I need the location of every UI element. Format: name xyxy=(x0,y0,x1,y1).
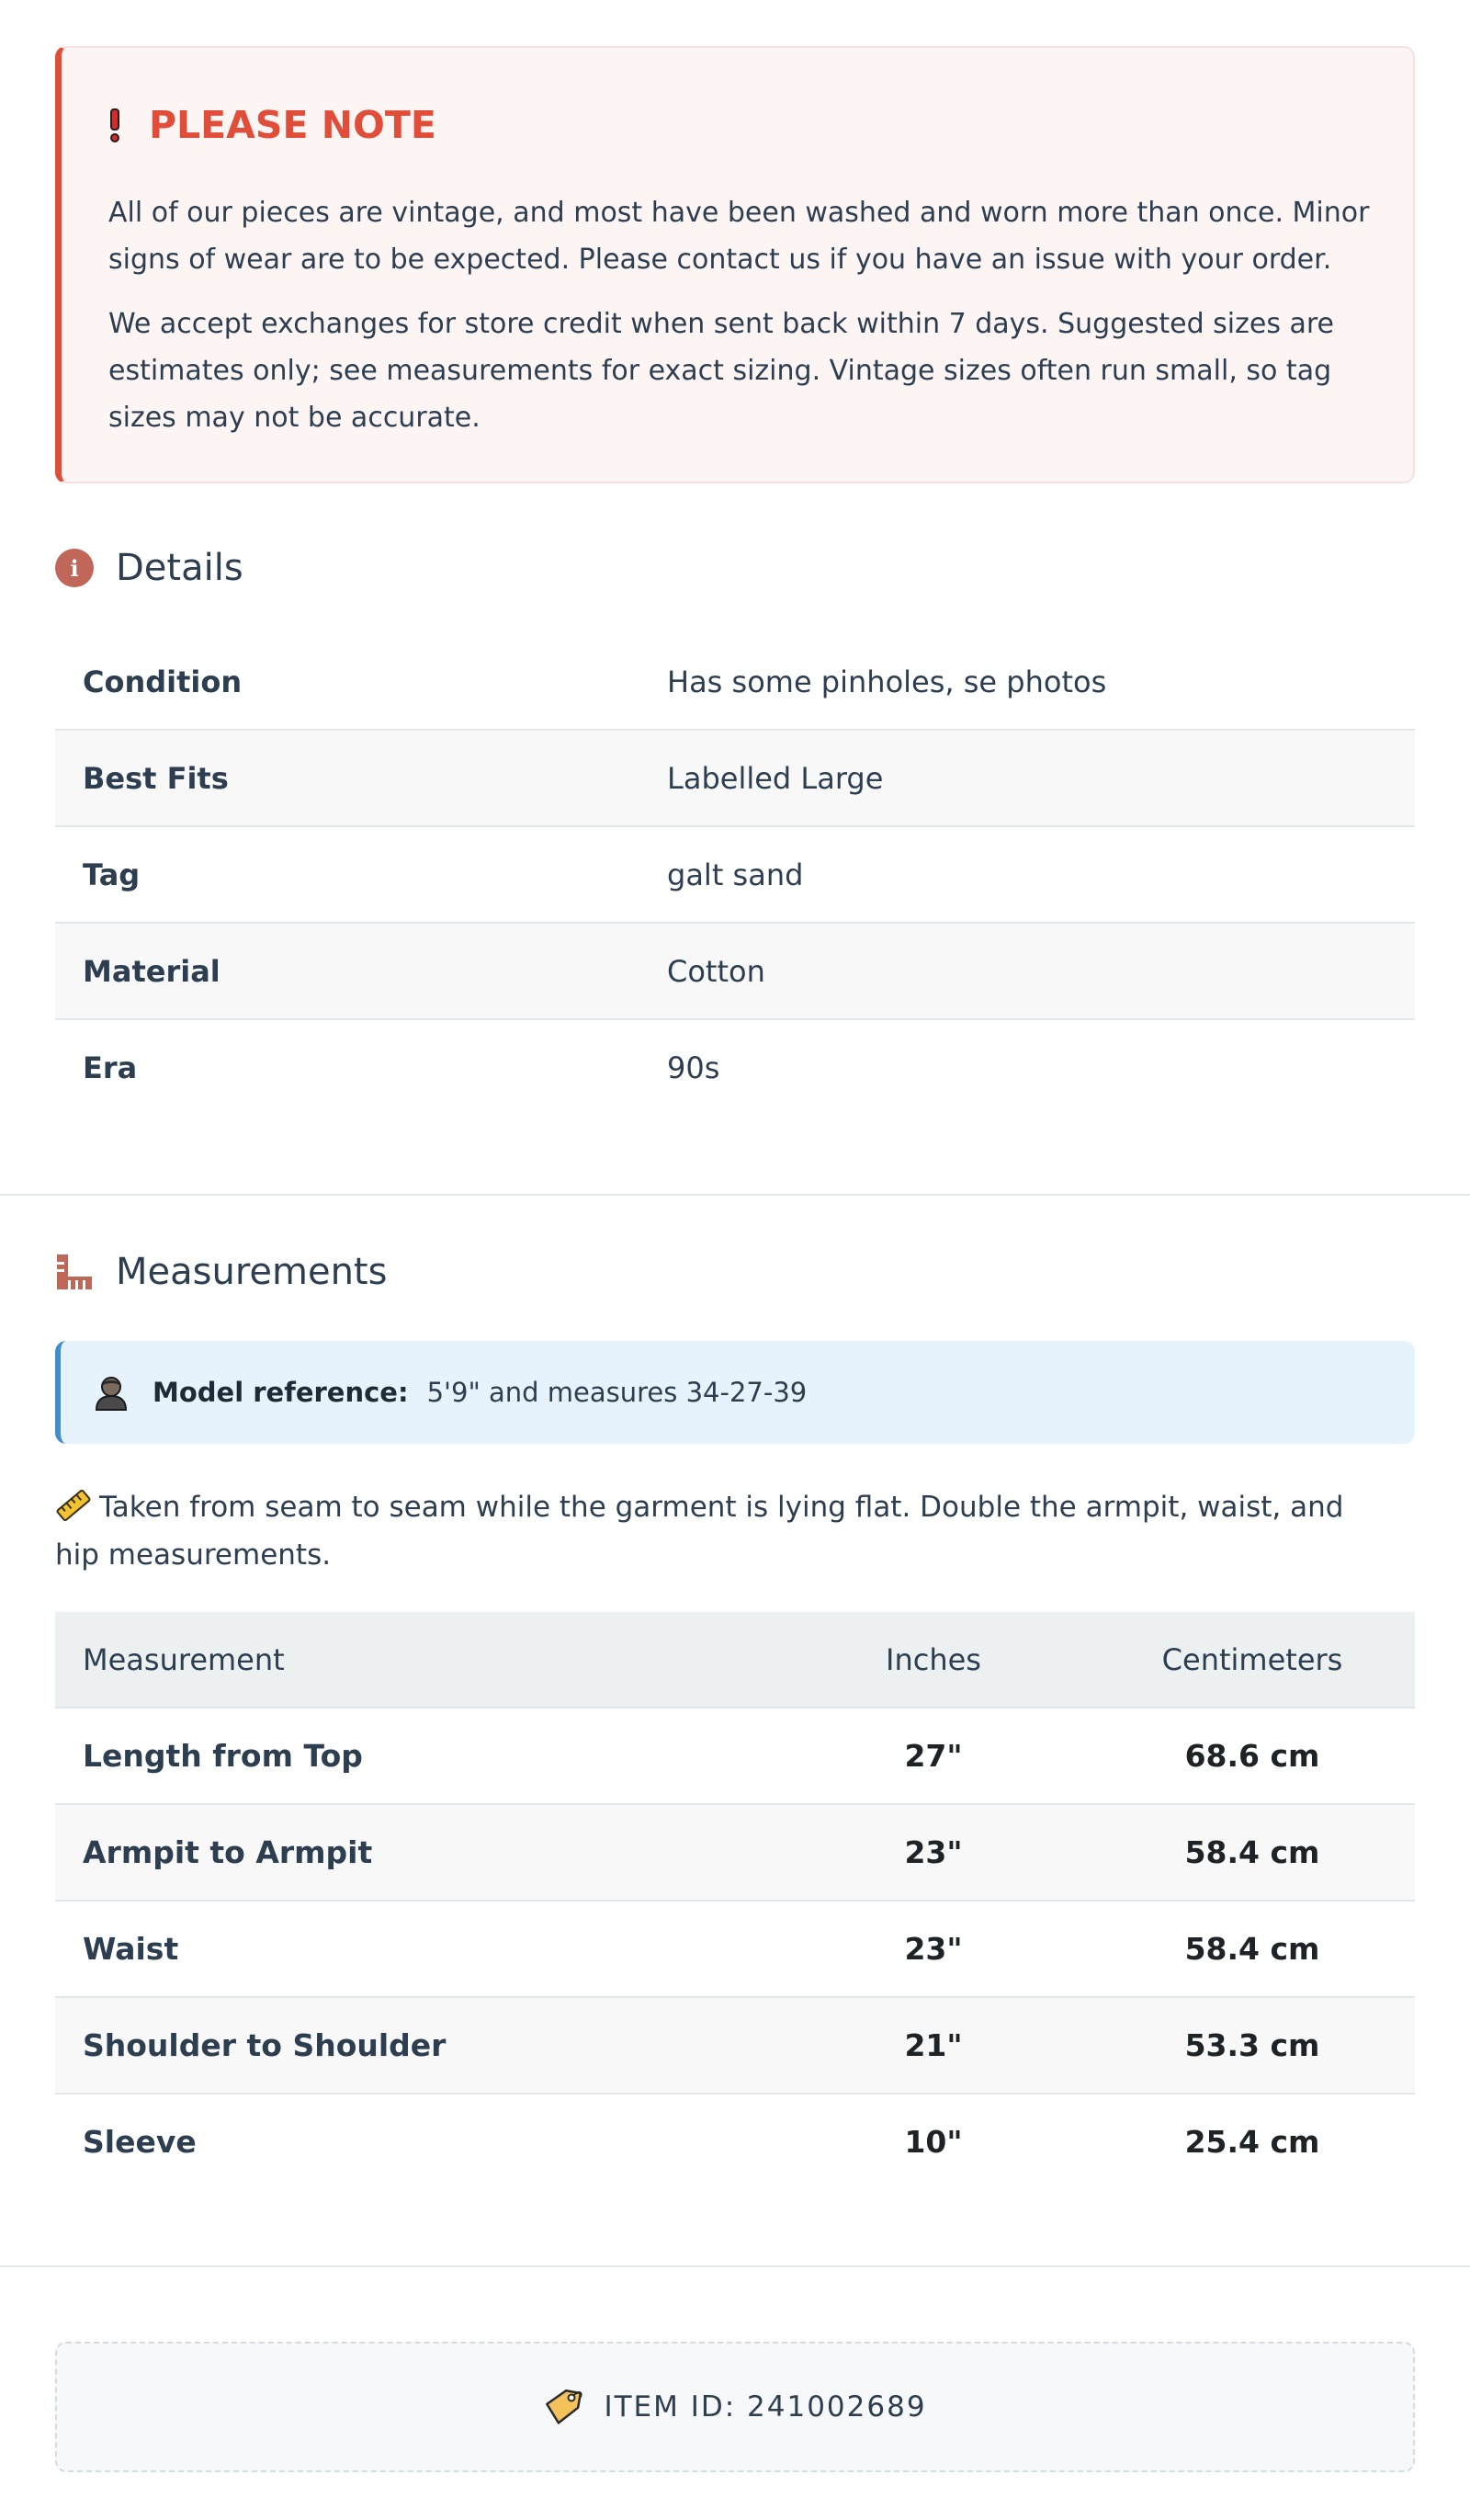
note-title xyxy=(108,103,436,147)
measurement-row-length xyxy=(55,1708,1415,1805)
measurement-name: Armpit to Armpit xyxy=(83,1834,373,1870)
please-note-box xyxy=(55,46,1415,483)
item-id-text: ITEM ID: 241002689 xyxy=(604,2390,927,2424)
measurement-row-shoulder xyxy=(55,1998,1415,2094)
measurement-name: Sleeve xyxy=(83,2124,197,2160)
details-value: galt sand xyxy=(667,857,804,892)
details-row-tag xyxy=(55,827,1415,924)
details-label: Best Fits xyxy=(83,760,229,796)
measurement-note-text: Taken from seam to seam while the garment is lying flat. Double the armpit, waist, and hip measurements. xyxy=(55,1491,1344,1572)
details-row-material xyxy=(55,924,1415,1020)
details-value: 90s xyxy=(667,1050,720,1085)
tag-icon xyxy=(543,2387,583,2427)
section-divider xyxy=(0,1194,1470,1196)
details-heading xyxy=(55,547,243,589)
column-header-centimeters: Centimeters xyxy=(1161,1641,1343,1677)
details-value: Labelled Large xyxy=(667,760,884,796)
measurement-inches: 10" xyxy=(904,2124,963,2160)
note-paragraph-1: All of our pieces are vintage, and most have been washed and worn more than once. Minor signs of wear are to be expected. Please contact us if you have an issue with your order. xyxy=(108,197,1370,276)
exclamation-icon xyxy=(108,107,121,143)
item-id-box xyxy=(55,2342,1415,2472)
ruler-icon xyxy=(55,1253,94,1291)
info-icon: i xyxy=(55,549,94,587)
column-header-inches: Inches xyxy=(886,1641,981,1677)
measurements-heading-text: Measurements xyxy=(116,1251,388,1293)
measurement-cm: 25.4 cm xyxy=(1184,2124,1320,2160)
details-row-condition xyxy=(55,634,1415,731)
model-reference-box xyxy=(55,1341,1415,1444)
measurement-name: Length from Top xyxy=(83,1738,363,1774)
model-reference-value: 5'9" and measures 34-27-39 xyxy=(426,1377,808,1408)
details-heading-text: Details xyxy=(116,547,243,589)
person-icon xyxy=(94,1374,129,1411)
column-header-measurement: Measurement xyxy=(83,1641,285,1677)
measurement-inches: 23" xyxy=(904,1931,963,1967)
measurement-name: Waist xyxy=(83,1931,179,1967)
details-value: Cotton xyxy=(667,953,765,989)
ruler-pencil-icon xyxy=(55,1487,92,1524)
measurements-table xyxy=(55,1612,1415,2189)
section-divider xyxy=(0,2265,1470,2267)
measurement-name: Shoulder to Shoulder xyxy=(83,2027,447,2063)
details-table xyxy=(55,634,1415,1115)
details-row-era xyxy=(55,1020,1415,1115)
measurement-cm: 68.6 cm xyxy=(1184,1738,1320,1774)
measurements-heading xyxy=(55,1251,387,1293)
measurement-row-waist xyxy=(55,1901,1415,1998)
details-value: Has some pinholes, se photos xyxy=(667,664,1107,699)
note-title-text: PLEASE NOTE xyxy=(149,103,436,147)
details-label: Condition xyxy=(83,664,243,699)
measurements-header-row xyxy=(55,1612,1415,1708)
measurement-inches: 23" xyxy=(904,1834,963,1870)
measurement-inches: 27" xyxy=(904,1738,963,1774)
measurement-cm: 53.3 cm xyxy=(1184,2027,1320,2063)
measurement-note xyxy=(55,1483,1378,1579)
measurement-inches: 21" xyxy=(904,2027,963,2063)
details-row-best-fits xyxy=(55,731,1415,827)
measurement-cm: 58.4 cm xyxy=(1184,1931,1320,1967)
measurement-cm: 58.4 cm xyxy=(1184,1834,1320,1870)
note-paragraph-2: We accept exchanges for store credit when sent back within 7 days. Suggested sizes are estimates only; see measurements for exact sizing. Vintage sizes often run small, so tag sizes may not be accurate. xyxy=(108,308,1335,434)
measurement-row-armpit xyxy=(55,1805,1415,1901)
details-label: Tag xyxy=(83,857,141,892)
details-label: Material xyxy=(83,953,220,989)
model-reference-label: Model reference: xyxy=(153,1377,409,1408)
measurement-row-sleeve xyxy=(55,2094,1415,2189)
details-label: Era xyxy=(83,1050,138,1085)
